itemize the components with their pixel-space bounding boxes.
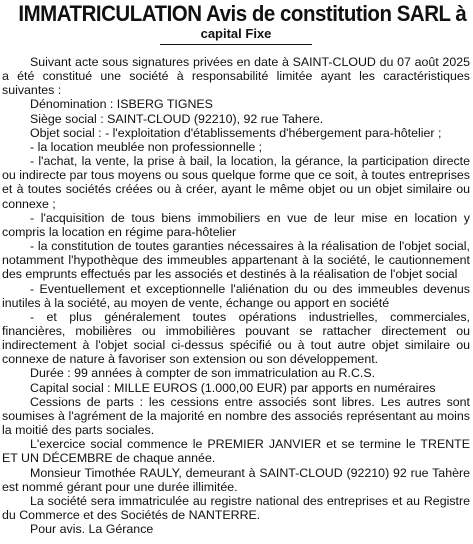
paragraph-corporate-purpose: Objet social : - l'exploitation d'établissements d'hébergement para-hôtelier ; — [30, 125, 442, 140]
notice-subtitle: capital Fixe — [160, 26, 312, 45]
paragraph-share-transfers: Cessions de parts : les cessions entre associés sont libres. Les autres sont soumises à l'agrément de la majorité en nombre des associés représentant au moins la moitié des parts sociales. — [2, 394, 470, 438]
paragraph-duration: Durée : 99 années à compter de son immatriculation au R.C.S. — [30, 366, 376, 381]
paragraph-purpose-real-estate: - l'acquisition de tous biens immobiliers en vue de leur mise en location y compris la location en régime para-hôtelier — [2, 210, 470, 239]
paragraph-denomination: Dénomination : ISBERG TIGNES — [30, 97, 213, 112]
paragraph-purpose-furnished-rental: - la location meublée non professionnelle ; — [30, 139, 263, 154]
paragraph-registered-office: Siège social : SAINT-CLOUD (92210), 92 rue Tahere. — [30, 111, 324, 126]
paragraph-signature: Pour avis. La Gérance — [30, 522, 154, 537]
paragraph-purpose-guarantees: - la constitution de toutes garanties nécessaires à la réalisation de l'objet social, notamment l'hypothèque des immeubles appartenant à la société, le cautionnement des emprunts effectués par les associés et destinés à la réalisation de l'objet social — [2, 239, 470, 282]
paragraph-financial-year: L'exercice social commence le PREMIER JANVIER et se termine le TRENTE ET UN DÉCEMBRE de chaque année. — [2, 437, 470, 466]
notice-body — [2, 55, 470, 536]
paragraph-intro: Suivant acte sous signatures privées en date à SAINT-CLOUD du 07 août 2025 a été constitué une société à responsabilité limitée ayant les caractéristiques suivantes : — [2, 55, 470, 98]
paragraph-share-capital: Capital social : MILLE EUROS (1.000,00 EUR) par apports en numéraires — [30, 380, 436, 395]
notice-title: IMMATRICULATION Avis de constitution SARL à — [18, 1, 467, 26]
paragraph-purpose-disposal: - Eventuellement et exceptionnelle l'aliénation du ou des immeubles devenus inutiles à la société, au moyen de vente, échange ou apport en société — [2, 281, 470, 310]
paragraph-purpose-trading: - l'achat, la vente, la prise à bail, la location, la gérance, la participation directe ou indirecte par tous moyens ou sous quelque forme que ce soit, à toutes entreprises et à toutes sociétés créées ou à créer, ayant le même objet ou un objet similaire ou connexe ; — [2, 154, 470, 211]
paragraph-registration: La société sera immatriculée au registre national des entreprises et au Registre du Commerce et des Sociétés de NANTERRE. — [2, 493, 470, 522]
paragraph-manager: Monsieur Timothée RAULY, demeurant à SAINT-CLOUD (92210) 92 rue Tahère est nommé gérant pour une durée illimitée. — [2, 465, 470, 494]
paragraph-purpose-general: - et plus généralement toutes opérations industrielles, commerciales, financières, mobilières ou immobilières pouvant se rattacher directement ou indirectement à l'objet social ci-dessus spécifié ou à tout autre objet similaire ou connexe de nature à favoriser son extension ou son développement. — [2, 309, 470, 367]
